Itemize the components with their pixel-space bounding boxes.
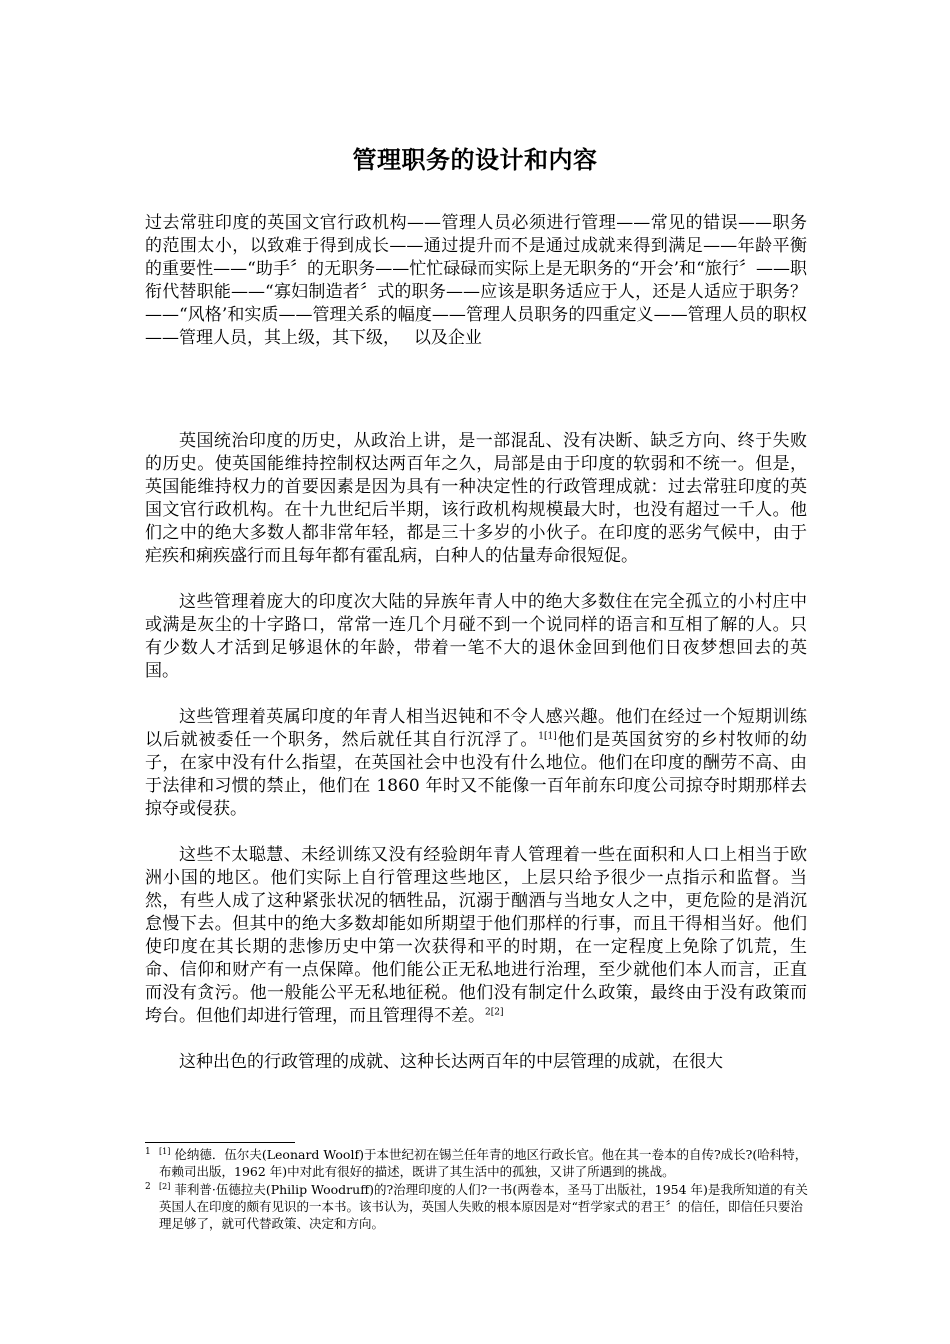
paragraph-1: 英国统治印度的历史，从政治上讲，是一部混乱、没有决断、缺乏方向、终于失败的历史。使英国能维持控制权达两百年之久，局部是由于印度的软弱和不统一。但是，英国能维持权力的首要因素是因为具有一种决定性的行政管理成就：过去常驻印度的英国文官行政机构。在十九世纪后半期，该行政机构规模最大时，也没有超过一千人。他们之中的绝大多数人都非常年轻，都是三十多岁的小伙子。在印度的恶劣气候中，由于疟疾和痢疾盛行而且每年都有霍乱病，白种人的估量寿命很短促。: [145, 431, 807, 566]
footnote-reference-2[interactable]: 2[2]: [485, 1007, 504, 1018]
chapter-abstract: 过去常驻印度的英国文官行政机构——管理人员必须进行管理——常见的错误——职务的范围太小，以致难于得到成长——通过提升而不是通过成就来得到满足——年龄平衡的重要性——“助手〞的无职务——忙忙碌碌而实际上是无职务的“开会’和“旅行〞——职衔代替职能——“寡妇制造者〞式的职务——应该是职务适应于人，还是人适应于职务？——“风格’和实质——管理关系的幅度——管理人员职务的四重定义——管理人员的职权——管理人员，其上级，其下级， 以及企业: [145, 213, 807, 348]
footnote-1-mark: [1]: [159, 1146, 171, 1156]
footnote-separator: [145, 1142, 295, 1143]
paragraph-5: 这种出色的行政管理的成就、这种长达两百年的中层管理的成就，在很大: [179, 1052, 723, 1072]
footnote-2-number: 2: [145, 1182, 151, 1192]
footnote-2-text: 菲利普·伍德拉夫(Philip Woodruff)的?治理印度的人们?一书(两卷本，圣马丁出版社，1954 年)是我所知道的有关英国人在印度的颇有见识的一本书。该书认为，英国人失败的根本原因是对“哲学家式的君王〞的信任，即信任只要治理足够了，就可代替政策、决定和方向。: [159, 1182, 808, 1231]
paragraph-3-text-a: 这些管理着英属印度的年青人相当迟钝和不令人感兴趣。他们在经过一个短期训练以后就被委任一个职务，然后就任其自行沉浮了。: [145, 707, 807, 750]
paragraph-4: [145, 844, 807, 1028]
footnote-1: [145, 1146, 810, 1180]
page-title: 管理职务的设计和内容: [352, 146, 598, 174]
body-text: [145, 430, 807, 1097]
footnotes: [145, 1146, 810, 1233]
footnote-2: [145, 1181, 810, 1232]
paragraph-4-text: 这些不太聪慧、未经训练又没有经验朗年青人管理着一些在面积和人口上相当于欧洲小国的地区。他们实际上自行管理这些地区，上层只给予很少一点指示和监督。当然，有些人成了这种紧张状况的牺牲品，沉溺于酗酒与当地女人之中，更危险的是消沉怠慢下去。但其中的绝大多数却能如所期望于他们那样的行事，而且干得相当好。他们使印度在其长期的悲惨历史中第一次获得和平的时期，在一定程度上免除了饥荒，生命、信仰和财产有一点保障。他们能公正无私地进行治理，至少就他们本人而言，正直而没有贪污。他一般能公平无私地征税。他们没有制定什么政策，最终由于没有政策而垮台。但他们却进行管理，而且管理得不差。: [145, 845, 807, 1026]
footnote-1-text: 伦纳德．伍尔夫(Leonard Woolf)于本世纪初在锡兰任年青的地区行政长官。他在其一卷本的自传?成长?(哈科特，布赖司出版，1962 年)中对此有很好的描述，既讲了其生活中的孤独，又讲了所遇到的挑战。: [159, 1147, 808, 1179]
footnote-reference-1[interactable]: 1[1]: [538, 731, 557, 742]
footnote-1-number: 1: [145, 1147, 151, 1157]
paragraph-2: 这些管理着庞大的印度次大陆的异族年青人中的绝大多数住在完全孤立的小村庄中或满是灰尘的十字路口，常常一连几个月碰不到一个说同样的语言和互相了解的人。只有少数人才活到足够退休的年龄，带着一笔不大的退休金回到他们日夜梦想回去的英国。: [145, 592, 807, 681]
paragraph-3-text-b: 他们是英国贫穷的乡村牧师的幼子，在家中没有什么指望，在英国社会中也没有什么地位。他们在印度的酬劳不高、由于法律和习惯的禁止，他们在 1860 年时又不能像一百年前东印度公司掠夺时期那样去掠夺或侵获。: [145, 730, 808, 819]
paragraph-3: [145, 706, 807, 821]
footnote-2-mark: [2]: [159, 1181, 171, 1191]
